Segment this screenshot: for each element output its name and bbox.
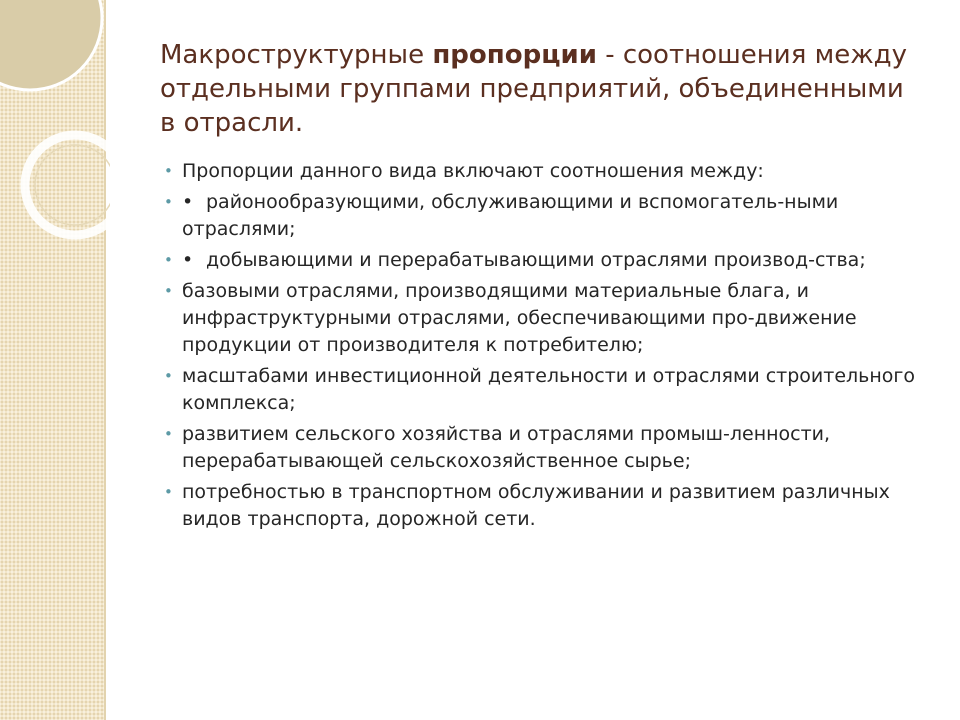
bullet-text: районообразующими, обслуживающими и вспомогатель-ными отраслями; <box>182 191 839 240</box>
bullet-text: базовыми отраслями, производящими материальные блага, и инфраструктурными отраслями, обеспечивающими про-движение продукции от производителя к потребителю; <box>182 280 857 356</box>
bullet-text: потребностью в транспортном обслуживании и развитием различных видов транспорта, дорожной сети. <box>182 481 890 530</box>
sub-marker: • <box>182 191 194 213</box>
bullet-text: развитием сельского хозяйства и отраслями промыш-ленности, перерабатывающей сельскохозяйственное сырье; <box>182 423 831 472</box>
bullet-marker: • <box>164 483 173 501</box>
decorative-circle-large <box>0 0 102 90</box>
decorative-circles <box>0 0 110 260</box>
list-item <box>164 189 934 243</box>
bullet-text: добывающими и перерабатывающими отраслями производ-ства; <box>206 249 866 271</box>
bullet-marker: • <box>164 162 173 180</box>
bullet-marker: • <box>164 193 173 211</box>
list-item <box>164 479 934 533</box>
bullet-marker: • <box>164 282 173 300</box>
bullet-marker: • <box>164 251 173 269</box>
title-part1: Макроструктурные <box>160 40 433 70</box>
list-item <box>164 158 934 185</box>
bullet-text: Пропорции данного вида включают соотношения между: <box>182 160 764 182</box>
bullet-marker: • <box>164 425 173 443</box>
decorative-ring <box>25 135 110 235</box>
sub-marker: • <box>182 249 194 271</box>
title-part2: - соотношения между отдельными группами предприятий, объединенными в отрасли. <box>160 40 907 138</box>
bullet-marker: • <box>164 367 173 385</box>
title-bold-term: пропорции <box>432 40 597 70</box>
slide-title <box>160 38 920 140</box>
decorative-ring-inner <box>35 145 110 225</box>
list-item <box>164 363 934 417</box>
list-item <box>164 421 934 475</box>
bullet-list <box>164 158 934 537</box>
list-item <box>164 247 934 274</box>
list-item <box>164 278 934 359</box>
bullet-text: масштабами инвестиционной деятельности и отраслями строительного комплекса; <box>182 365 916 414</box>
